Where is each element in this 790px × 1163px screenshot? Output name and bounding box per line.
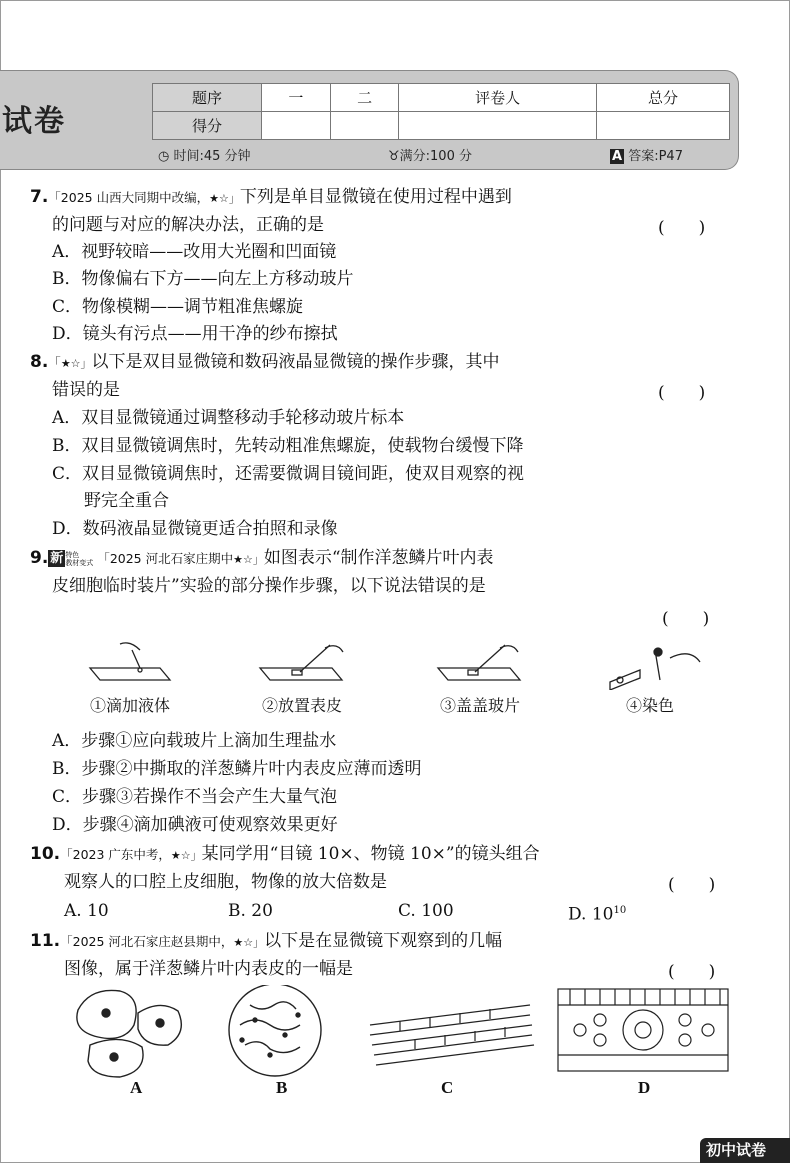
- score-cell[interactable]: [596, 112, 729, 140]
- full-score-text: 满分:100 分: [399, 149, 472, 164]
- time-text: 时间:45 分钟: [173, 149, 251, 164]
- figure-label: A: [130, 1078, 143, 1097]
- question-number: 10.: [30, 844, 61, 864]
- score-table-col: 评卷人: [399, 84, 596, 112]
- question-text: 以下是双目显微镜和数码液晶显微镜的操作步骤，其中: [91, 352, 500, 372]
- micrograph-b: [229, 985, 321, 1076]
- question-8-line1: [30, 348, 500, 378]
- difficulty-stars: ★☆」: [233, 936, 265, 949]
- question-11-line2: 图像，属于洋葱鳞片叶内表皮的一幅是: [64, 959, 353, 979]
- figure-label: D: [638, 1078, 651, 1097]
- question-9-line1: [30, 544, 494, 574]
- question-number: 9.: [30, 548, 49, 568]
- option-a: A．视野较暗——改用大光圈和凹面镜: [52, 242, 337, 262]
- question-7-line2: 的问题与对应的解决办法，正确的是: [52, 215, 324, 235]
- new-badge: 新: [50, 551, 64, 566]
- question-10-line2: 观察人的口腔上皮细胞，物像的放大倍数是: [64, 872, 387, 892]
- step-caption: ①滴加液体: [90, 696, 171, 715]
- option-c-cont: 野完全重合: [84, 491, 169, 511]
- question-text: 以下是在显微镜下观察到的几幅: [264, 931, 503, 951]
- question-8-line2: 错误的是: [52, 380, 120, 400]
- answer-icon: A: [612, 149, 623, 164]
- micrograph-a: [77, 990, 181, 1077]
- exam-title: 试卷: [2, 104, 66, 139]
- step1-drawing: [90, 643, 170, 680]
- option-a: A. 10: [64, 901, 109, 921]
- micrograph-c: [370, 1005, 534, 1065]
- answer-ref: 答案:P47: [628, 149, 683, 164]
- option-d: D．镜头有污点——用干净的纱布擦拭: [52, 324, 338, 344]
- footer-corner-tag: 初中试卷: [700, 1138, 790, 1163]
- option-c: C．步骤③若操作不当会产生大量气泡: [52, 787, 338, 807]
- question-text: 某同学用“目镜 10×、物镜 10×”的镜头组合: [201, 844, 540, 864]
- question-text: 下列是单目显微镜在使用过程中遇到: [239, 187, 512, 207]
- score-table-col: 总分: [596, 84, 729, 112]
- step-caption: ②放置表皮: [262, 696, 343, 715]
- difficulty-stars: ★☆」: [233, 553, 264, 566]
- score-cell[interactable]: [399, 112, 596, 140]
- question-10-line1: [30, 840, 540, 870]
- question-number: 11.: [30, 931, 61, 951]
- difficulty-stars: ★☆」: [209, 192, 240, 205]
- question-source: 「: [48, 355, 61, 370]
- option-b: B. 20: [228, 901, 273, 921]
- step2-drawing: [260, 645, 343, 680]
- score-table-col: 二: [330, 84, 399, 112]
- answer-info: [610, 145, 683, 164]
- step-illustrations: [80, 640, 730, 690]
- option-b: B．步骤②中撕取的洋葱鳞片叶内表皮应薄而透明: [52, 759, 422, 779]
- question-9-line2: 皮细胞临时装片”实验的部分操作步骤，以下说法错误的是: [52, 576, 486, 596]
- answer-paren[interactable]: ( ): [668, 962, 716, 982]
- micrograph-d: [558, 989, 728, 1071]
- score-table-col: 一: [262, 84, 331, 112]
- question-source: 「2025 山西大同期中改编，: [48, 190, 210, 205]
- option-d: D．数码液晶显微镜更适合拍照和录像: [52, 519, 338, 539]
- answer-paren[interactable]: ( ): [662, 609, 710, 629]
- figure-label: C: [441, 1078, 454, 1097]
- question-source: 「2023 广东中考，: [60, 847, 171, 862]
- option-a: A．步骤①应向载玻片上滴加生理盐水: [52, 731, 337, 751]
- option-a: A．双目显微镜通过调整移动手轮移动玻片标本: [52, 408, 405, 428]
- option-c: C. 100: [398, 901, 454, 921]
- score-cell[interactable]: [330, 112, 399, 140]
- clock-icon: ◷: [158, 149, 170, 164]
- option-d: D. $10^{10}$: [568, 904, 627, 925]
- figure-label: B: [276, 1078, 288, 1097]
- question-source: 「2025 河北石家庄期中: [97, 551, 234, 566]
- answer-paren[interactable]: ( ): [668, 875, 716, 895]
- question-11-line1: [30, 927, 502, 957]
- question-number: 7.: [30, 187, 49, 207]
- option-d: D．步骤④滴加碘液可使观察效果更好: [52, 815, 338, 835]
- score-row-label: 得分: [153, 112, 262, 140]
- option-b: B．物像偏右下方——向左上方移动玻片: [52, 269, 354, 289]
- question-source: 「2025 河北石家庄赵县期中，: [60, 934, 234, 949]
- step3-drawing: [438, 645, 520, 680]
- score-info: [388, 145, 472, 164]
- option-c: C．双目显微镜调焦时，还需要微调目镜间距，使双目观察的视: [52, 464, 525, 484]
- score-cell[interactable]: [262, 112, 331, 140]
- time-info: [158, 145, 251, 164]
- question-number: 8.: [30, 352, 49, 372]
- difficulty-stars: ★☆」: [170, 849, 202, 862]
- score-table-header: 题序: [153, 84, 262, 112]
- option-c: C．物像模糊——调节粗准焦螺旋: [52, 297, 304, 317]
- micrograph-figures: [70, 985, 740, 1080]
- question-text: 如图表示“制作洋葱鳞片叶内表: [263, 548, 494, 568]
- answer-paren[interactable]: ( ): [658, 383, 706, 403]
- difficulty-stars: ★☆」: [60, 357, 92, 370]
- option-b: B．双目显微镜调焦时，先转动粗准焦螺旋，使载物台缓慢下降: [52, 436, 524, 456]
- answer-paren[interactable]: ( ): [658, 218, 706, 238]
- step-caption: ③盖盖玻片: [440, 696, 521, 715]
- step-caption: ④染色: [626, 696, 675, 715]
- exponent: 10: [613, 905, 627, 916]
- score-table: [152, 83, 730, 140]
- question-7-line1: [30, 183, 512, 213]
- step4-drawing: [610, 648, 700, 690]
- trophy-icon: ♉: [388, 149, 400, 164]
- badge-subtitle: 特色 教材变式: [65, 550, 94, 567]
